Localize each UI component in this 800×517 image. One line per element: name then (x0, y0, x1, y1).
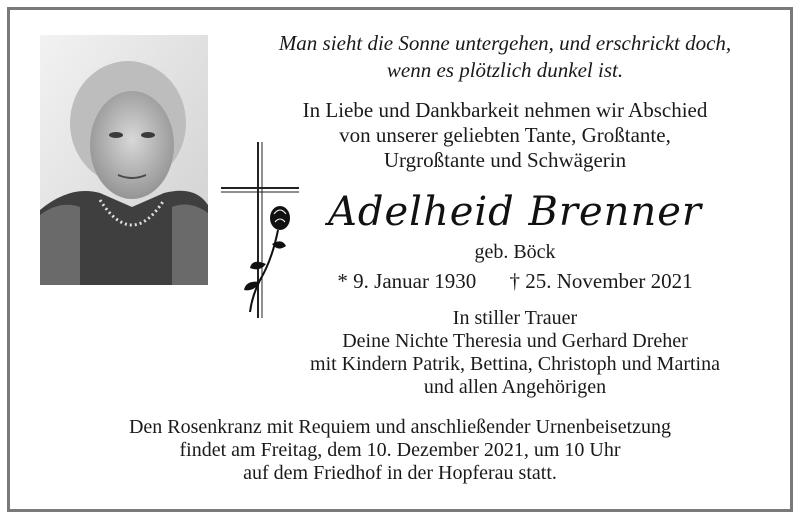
service-line: findet am Freitag, dem 10. Dezember 2021, um 10 Uhr (179, 439, 621, 461)
quote (250, 30, 760, 84)
cross-with-rose-icon (220, 140, 300, 320)
mourners-line: und allen Angehörigen (423, 376, 607, 398)
service-line: auf dem Friedhof in der Hopferau statt. (243, 462, 557, 484)
mourners-line: Deine Nichte Theresia und Gerhard Dreher (342, 330, 688, 352)
farewell-line: In Liebe und Dankbarkeit nehmen wir Abschied (302, 98, 708, 122)
farewell-text (250, 98, 760, 173)
death-date: † 25. November 2021 (509, 269, 693, 293)
mourners-list (250, 307, 780, 399)
birth-date: * 9. Januar 1930 (337, 269, 477, 293)
mourners-line: In stiller Trauer (452, 307, 578, 329)
deceased-name: Adelheid Brenner (327, 189, 702, 235)
obituary-card (7, 7, 793, 512)
farewell-line: Urgroßtante und Schwägerin (383, 148, 627, 172)
mourners-line: mit Kindern Patrik, Bettina, Christoph und Martina (310, 353, 720, 375)
service-info (50, 416, 750, 485)
farewell-line: von unserer geliebten Tante, Großtante, (339, 123, 671, 147)
quote-line: Man sieht die Sonne untergehen, und erschrickt doch, (278, 31, 732, 55)
quote-line: wenn es plötzlich dunkel ist. (386, 58, 624, 82)
portrait-photo (40, 35, 208, 285)
service-line: Den Rosenkranz mit Requiem und anschließender Urnenbeisetzung (128, 416, 672, 438)
life-dates (300, 268, 730, 294)
birth-name: geb. Böck (474, 241, 556, 263)
